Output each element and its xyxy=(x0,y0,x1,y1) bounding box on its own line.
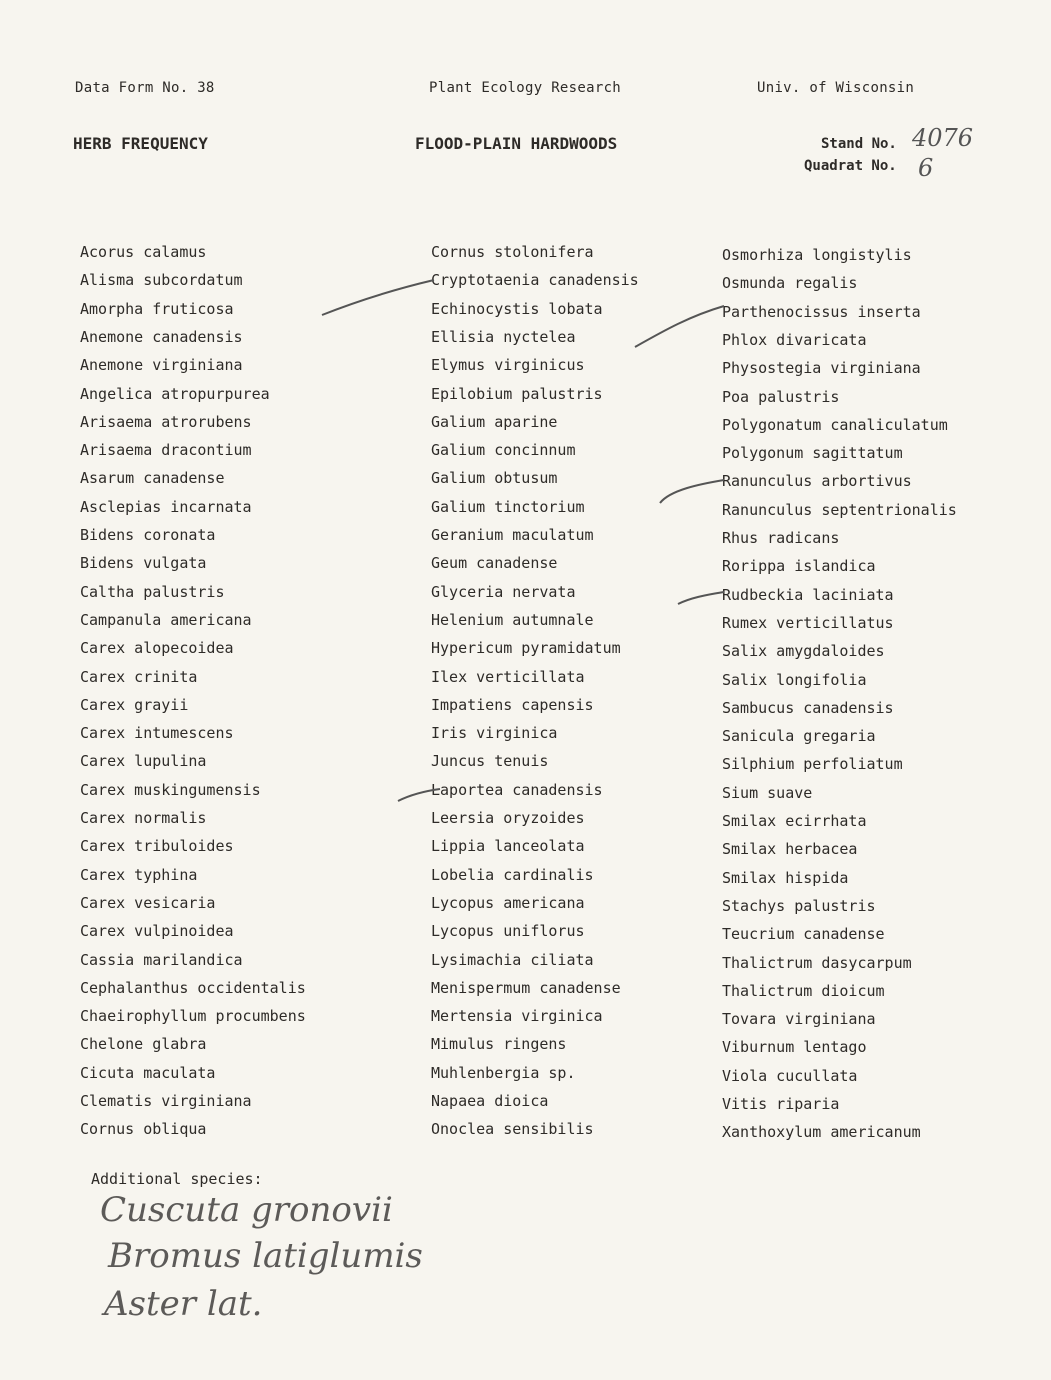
species-item: Menispermum canadense xyxy=(431,979,621,997)
species-item: Carex vesicaria xyxy=(80,894,216,912)
species-item: Epilobium palustris xyxy=(431,385,603,403)
species-item: Sanicula gregaria xyxy=(722,727,876,745)
species-item: Carex lupulina xyxy=(80,752,207,770)
species-item: Geranium maculatum xyxy=(431,526,594,544)
species-item: Lippia lanceolata xyxy=(431,837,585,855)
species-item: Alisma subcordatum xyxy=(80,271,243,289)
form-number: Data Form No. 38 xyxy=(75,80,215,96)
species-item: Geum canadense xyxy=(431,554,558,572)
species-item: Silphium perfoliatum xyxy=(722,755,903,773)
species-item: Viola cucullata xyxy=(722,1067,858,1085)
species-item: Chelone glabra xyxy=(80,1035,207,1053)
species-item: Stachys palustris xyxy=(722,897,876,915)
species-item: Salix amygdaloides xyxy=(722,642,885,660)
species-item: Lycopus americana xyxy=(431,894,585,912)
species-item: Cephalanthus occidentalis xyxy=(80,979,306,997)
species-item: Hypericum pyramidatum xyxy=(431,639,621,657)
species-item: Galium concinnum xyxy=(431,441,576,459)
species-item: Smilax ecirrhata xyxy=(722,812,867,830)
handwritten-species-3: Aster lat. xyxy=(104,1284,263,1324)
species-item: Thalictrum dasycarpum xyxy=(722,954,912,972)
species-item: Cryptotaenia canadensis xyxy=(431,271,639,289)
check-mark xyxy=(678,592,724,604)
species-item: Polygonatum canaliculatum xyxy=(722,416,948,434)
species-item: Xanthoxylum americanum xyxy=(722,1123,921,1141)
species-item: Vitis riparia xyxy=(722,1095,840,1113)
check-mark xyxy=(398,789,440,801)
species-item: Salix longifolia xyxy=(722,671,867,689)
species-item: Carex alopecoidea xyxy=(80,639,234,657)
species-item: Glyceria nervata xyxy=(431,583,576,601)
species-item: Anemone canadensis xyxy=(80,328,243,346)
species-item: Cassia marilandica xyxy=(80,951,243,969)
species-item: Carex intumescens xyxy=(80,724,234,742)
species-item: Carex tribuloides xyxy=(80,837,234,855)
species-item: Mertensia virginica xyxy=(431,1007,603,1025)
check-mark xyxy=(635,306,724,347)
species-item: Sium suave xyxy=(722,784,813,802)
species-item: Phlox divaricata xyxy=(722,331,867,349)
species-item: Cornus obliqua xyxy=(80,1120,207,1138)
species-item: Viburnum lentago xyxy=(722,1038,867,1056)
species-item: Osmorhiza longistylis xyxy=(722,246,912,264)
handwritten-species-1: Cuscuta gronovii xyxy=(100,1190,393,1230)
species-item: Lycopus uniflorus xyxy=(431,922,585,940)
quadrat-value: 6 xyxy=(918,154,934,182)
species-item: Napaea dioica xyxy=(431,1092,549,1110)
species-item: Bidens vulgata xyxy=(80,554,207,572)
organization: Plant Ecology Research xyxy=(429,80,622,96)
species-item: Acorus calamus xyxy=(80,243,207,261)
species-item: Cicuta maculata xyxy=(80,1064,216,1082)
species-item: Echinocystis lobata xyxy=(431,300,603,318)
species-item: Carex crinita xyxy=(80,668,198,686)
check-mark xyxy=(660,480,724,503)
species-item: Lysimachia ciliata xyxy=(431,951,594,969)
species-item: Ellisia nyctelea xyxy=(431,328,576,346)
habitat-title: FLOOD-PLAIN HARDWOODS xyxy=(415,134,618,153)
species-item: Rhus radicans xyxy=(722,529,840,547)
species-item: Elymus virginicus xyxy=(431,356,585,374)
form-title: HERB FREQUENCY xyxy=(73,134,208,153)
species-item: Smilax herbacea xyxy=(722,840,858,858)
species-item: Carex grayii xyxy=(80,696,189,714)
species-item: Leersia oryzoides xyxy=(431,809,585,827)
species-item: Galium obtusum xyxy=(431,469,558,487)
species-item: Carex muskingumensis xyxy=(80,781,261,799)
species-item: Parthenocissus inserta xyxy=(722,303,921,321)
species-item: Smilax hispida xyxy=(722,869,849,887)
species-item: Helenium autumnale xyxy=(431,611,594,629)
species-item: Physostegia virginiana xyxy=(722,359,921,377)
species-item: Juncus tenuis xyxy=(431,752,549,770)
species-item: Tovara virginiana xyxy=(722,1010,876,1028)
species-item: Carex vulpinoidea xyxy=(80,922,234,940)
species-item: Ranunculus septentrionalis xyxy=(722,501,957,519)
species-item: Ilex verticillata xyxy=(431,668,585,686)
species-item: Carex typhina xyxy=(80,866,198,884)
species-item: Iris virginica xyxy=(431,724,558,742)
species-item: Ranunculus arbortivus xyxy=(722,472,912,490)
species-item: Onoclea sensibilis xyxy=(431,1120,594,1138)
quadrat-label: Quadrat No. xyxy=(804,158,897,174)
species-item: Rumex verticillatus xyxy=(722,614,894,632)
species-item: Thalictrum dioicum xyxy=(722,982,885,1000)
species-item: Asarum canadense xyxy=(80,469,225,487)
stand-label: Stand No. xyxy=(821,136,897,152)
species-item: Caltha palustris xyxy=(80,583,225,601)
species-item: Carex normalis xyxy=(80,809,207,827)
species-item: Arisaema atrorubens xyxy=(80,413,252,431)
species-item: Muhlenbergia sp. xyxy=(431,1064,576,1082)
species-item: Amorpha fruticosa xyxy=(80,300,234,318)
species-item: Galium aparine xyxy=(431,413,558,431)
species-item: Arisaema dracontium xyxy=(80,441,252,459)
check-mark xyxy=(322,280,434,315)
species-item: Angelica atropurpurea xyxy=(80,385,270,403)
species-item: Galium tinctorium xyxy=(431,498,585,516)
handwritten-species-2: Bromus latiglumis xyxy=(108,1236,423,1276)
species-item: Cornus stolonifera xyxy=(431,243,594,261)
species-item: Impatiens capensis xyxy=(431,696,594,714)
species-item: Campanula americana xyxy=(80,611,252,629)
species-item: Poa palustris xyxy=(722,388,840,406)
species-item: Rorippa islandica xyxy=(722,557,876,575)
species-item: Rudbeckia laciniata xyxy=(722,586,894,604)
species-item: Anemone virginiana xyxy=(80,356,243,374)
species-item: Mimulus ringens xyxy=(431,1035,567,1053)
species-item: Polygonum sagittatum xyxy=(722,444,903,462)
university: Univ. of Wisconsin xyxy=(757,80,915,96)
species-item: Sambucus canadensis xyxy=(722,699,894,717)
stand-value: 4076 xyxy=(912,124,974,152)
species-item: Chaeirophyllum procumbens xyxy=(80,1007,306,1025)
species-item: Laportea canadensis xyxy=(431,781,603,799)
additional-species-label: Additional species: xyxy=(91,1170,263,1188)
species-item: Asclepias incarnata xyxy=(80,498,252,516)
species-item: Teucrium canadense xyxy=(722,925,885,943)
species-item: Lobelia cardinalis xyxy=(431,866,594,884)
species-item: Bidens coronata xyxy=(80,526,216,544)
species-item: Osmunda regalis xyxy=(722,274,858,292)
species-item: Clematis virginiana xyxy=(80,1092,252,1110)
